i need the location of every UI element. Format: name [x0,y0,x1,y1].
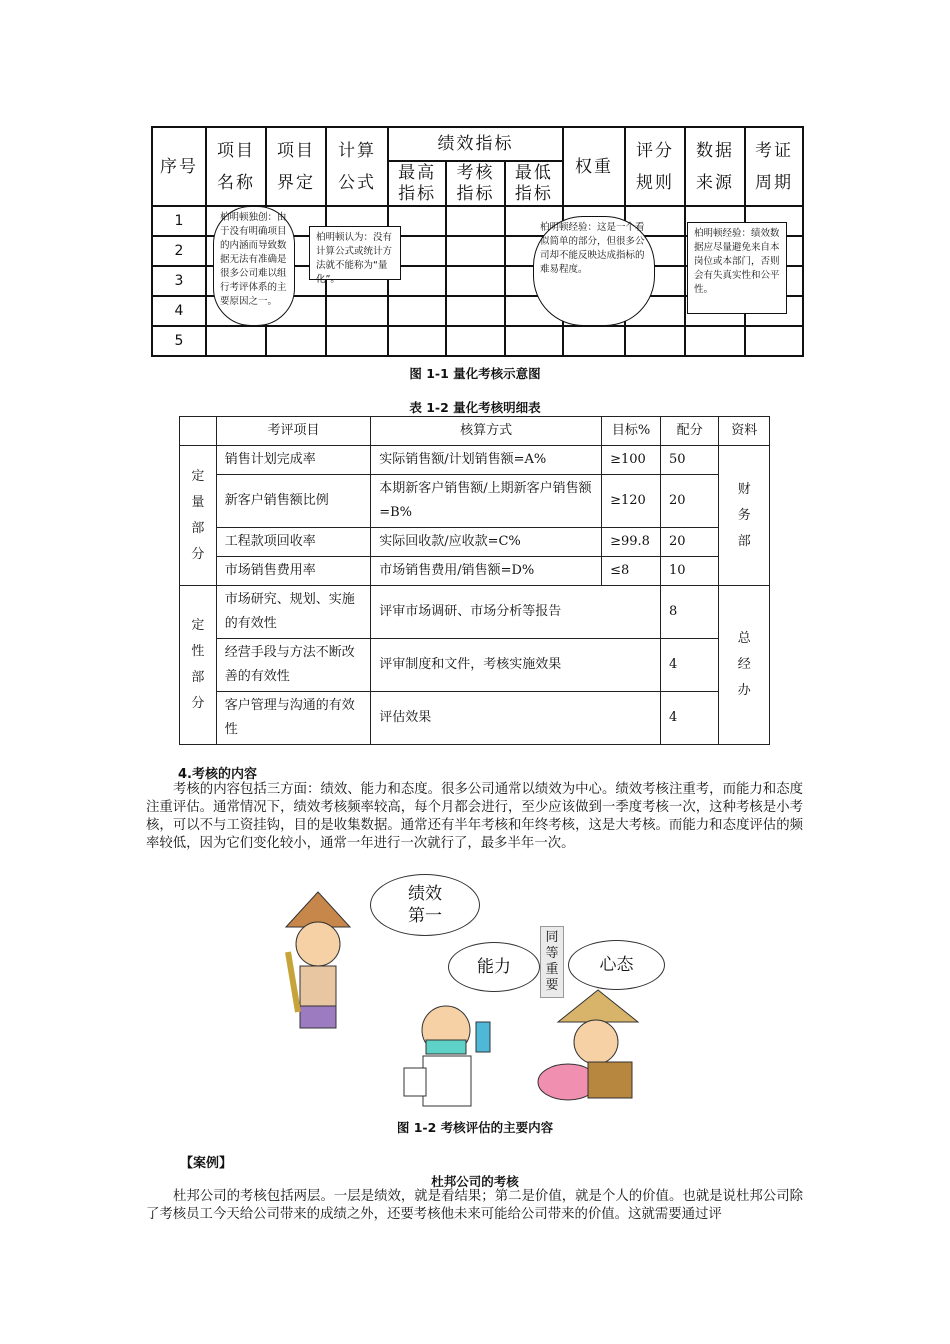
header-weight: 权重 [563,127,625,206]
qual-section-label: 定 性 部 分 [180,586,217,745]
cloud-attitude: 心态 [568,940,665,990]
table-row: 经营手段与方法不断改善的有效性 评审制度和文件，考核实施效果 4 [180,639,770,692]
row-number: 2 [152,236,206,266]
row-number: 4 [152,296,206,326]
header-perf: 绩效指标 [388,127,563,161]
case-paragraph: 杜邦公司的考核包括两层。一层是绩效，就是看结果；第二是价值，就是个人的价值。也就是说杜邦公司除了考核员工今天给公司带来的成绩之外，还要考核他未来可能给公司带来的价值。这就需要通过评 [146,1189,803,1222]
section-heading: 4.考核的内容 [178,767,257,782]
section-paragraph: 考核的内容包括三方面：绩效、能力和态度。很多公司通常以绩效为中心。绩效考核注重考，而能力和态度注重评估。通常情况下，绩效考核频率较高，每个月都会进行，至少应该做到一季度考核一次，这种考核是小考核，可以不与工资挂钩，目的是收集数据。通常还有半年考核和年终考核，这是大考核。而能力和态度评估的频率较低，因为它们变化较小，通常一年进行一次就行了，最多半年一次。 [146,782,803,851]
table-row: 定 量 部 分 销售计划完成率 实际销售额/计划销售额=A% ≥100 50 财 务 部 [180,446,770,475]
header-assess: 考核 指标 [446,161,504,206]
table-row: 客户管理与沟通的有效性 评估效果 4 [180,692,770,745]
header-item-def: 项目 界定 [266,127,326,206]
quant-section-label: 定 量 部 分 [180,446,217,586]
figure-caption: 图 1-2 考核评估的主要内容 [396,1120,554,1135]
column-header: 目标% [602,417,661,446]
column-header: 资料 [719,417,770,446]
header-period: 考证 周期 [745,127,803,206]
column-header: 考评项目 [216,417,370,446]
qual-source: 总 经 办 [719,586,770,745]
header-formula: 计算 公式 [326,127,388,206]
callout-bubble: 柏明顿经验：绩效数据应尽量避免来自本岗位或本部门，否则会有失真实性和公平性。 [687,222,787,314]
equal-importance-tag: 同等重要 [540,926,564,998]
table-row: 定 性 部 分 市场研究、规划、实施的有效性 评审市场调研、市场分析等报告 8 总 经 办 [180,586,770,639]
table-row: 工程款项回收率 实际回收款/应收款=C% ≥99.8 20 [180,528,770,557]
table-row: 市场销售费用率 市场销售费用/销售额=D% ≤8 10 [180,557,770,586]
column-header: 配分 [661,417,719,446]
callout-bubble: 柏明顿独创：由于没有明确项目的内涵而导致数据无法有准确是很多公司难以组行考评体系的主要原因之一。 [213,206,295,326]
cloud-performance: 绩效 第一 [370,874,480,936]
header-seq: 序号 [152,127,206,206]
row-number: 3 [152,266,206,296]
row-number: 5 [152,326,206,356]
callout-bubble: 柏明顿认为：没有计算公式或统计方法就不能称为“量化”。 [309,226,401,280]
header-item-name: 项目 名称 [206,127,266,206]
assessment-illustration [278,872,678,1112]
table-row: 新客户销售额比例 本期新客户销售额/上期新客户销售额=B% ≥120 20 [180,475,770,528]
callout-bubble: 柏明顿经验：这是一个看似简单的部分，但很多公司却不能反映达成指标的难易程度。 [533,216,655,326]
assessment-detail-table [179,416,770,745]
figure-caption: 图 1-1 量化考核示意图 [409,366,541,381]
header-source: 数据 来源 [685,127,745,206]
case-label: 【案例】 [180,1156,233,1171]
column-header: 核算方式 [371,417,602,446]
header-lowest: 最低 指标 [505,161,563,206]
cloud-ability: 能力 [448,942,540,992]
table-title: 表 1-2 量化考核明细表 [409,400,541,415]
header-highest: 最高 指标 [388,161,446,206]
quantified-assessment-diagram [151,126,804,357]
quant-source: 财 务 部 [719,446,770,586]
case-title: 杜邦公司的考核 [431,1174,519,1189]
row-number: 1 [152,206,206,236]
header-rules: 评分 规则 [625,127,685,206]
